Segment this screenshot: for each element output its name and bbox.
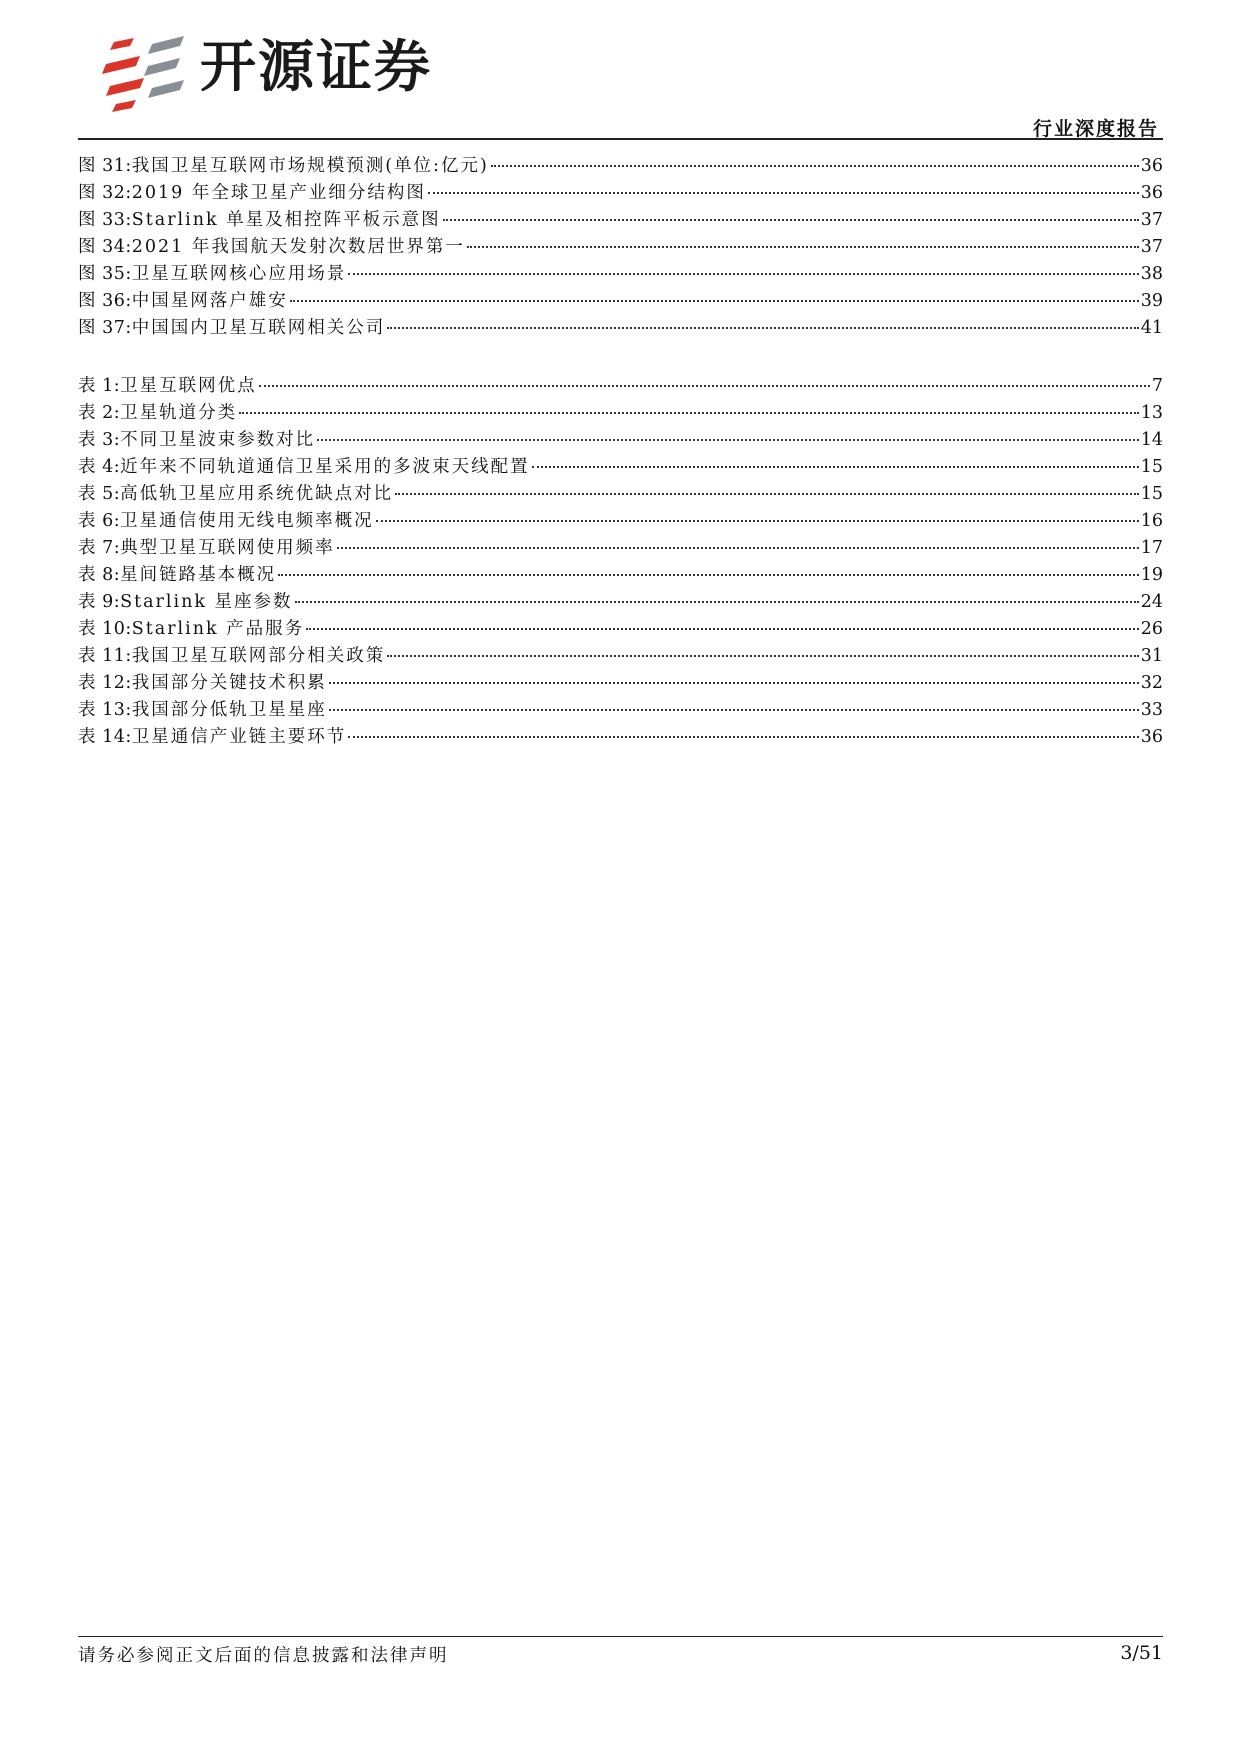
entry-title: 近年来不同轨道通信卫星采用的多波束天线配置	[120, 457, 530, 477]
entry-page: 36	[1140, 727, 1163, 747]
dot-leader	[395, 493, 1139, 495]
dot-leader	[259, 385, 1150, 387]
page-header	[0, 0, 1241, 140]
entry-title: 我国部分低轨卫星星座	[131, 700, 327, 720]
entry-page: 33	[1140, 700, 1163, 720]
entry-number: 表 9:	[78, 592, 121, 612]
entry-number: 表 1:	[78, 376, 121, 396]
page-number: 3/51	[1120, 1642, 1163, 1664]
dot-leader	[290, 300, 1139, 302]
entry-title: 卫星通信产业链主要环节	[131, 727, 347, 747]
entry-page: 14	[1140, 430, 1163, 450]
entry-number: 表 2:	[78, 403, 121, 423]
table-index	[78, 373, 1163, 751]
entry-number: 表 3:	[78, 430, 121, 450]
dot-leader	[387, 655, 1138, 657]
toc-entry[interactable]	[78, 562, 1163, 589]
entry-page: 37	[1140, 210, 1163, 230]
toc-entry[interactable]	[78, 153, 1163, 180]
entry-number: 图 32:	[78, 183, 132, 203]
entry-page: 36	[1140, 183, 1163, 203]
entry-title: Starlink 星座参数	[120, 592, 293, 612]
dot-leader	[532, 466, 1139, 468]
entry-title: Starlink 单星及相控阵平板示意图	[131, 210, 441, 230]
dot-leader	[337, 547, 1139, 549]
entry-number: 表 14:	[78, 727, 132, 747]
toc-entry[interactable]	[78, 261, 1163, 288]
entry-number: 表 12:	[78, 673, 132, 693]
entry-number: 表 7:	[78, 538, 121, 558]
entry-number: 表 10:	[78, 619, 132, 639]
entry-page: 13	[1140, 403, 1163, 423]
entry-number: 图 34:	[78, 237, 132, 257]
toc-entry[interactable]	[78, 207, 1163, 234]
entry-title: 高低轨卫星应用系统优缺点对比	[120, 484, 394, 504]
entry-page: 19	[1140, 565, 1163, 585]
entry-page: 16	[1140, 511, 1163, 531]
entry-number: 表 6:	[78, 511, 121, 531]
entry-number: 图 35:	[78, 264, 132, 284]
entry-number: 图 33:	[78, 210, 132, 230]
toc-entry[interactable]	[78, 508, 1163, 535]
dot-leader	[306, 628, 1139, 630]
dot-leader	[329, 682, 1139, 684]
toc-entry[interactable]	[78, 481, 1163, 508]
company-logo-text: 开源证券	[200, 35, 432, 100]
entry-number: 图 31:	[78, 156, 132, 176]
dot-leader	[387, 327, 1138, 329]
entry-page: 38	[1140, 264, 1163, 284]
footer-disclaimer: 请务必参阅正文后面的信息披露和法律声明	[78, 1646, 449, 1666]
entry-title: 我国卫星互联网市场规模预测(单位:亿元)	[131, 156, 489, 176]
dot-leader	[443, 219, 1139, 221]
entry-title: 2019 年全球卫星产业细分结构图	[131, 183, 426, 203]
entry-title: 星间链路基本概况	[120, 565, 277, 585]
entry-page: 41	[1140, 318, 1163, 338]
entry-page: 26	[1140, 619, 1163, 639]
dot-leader	[348, 273, 1138, 275]
entry-title: 卫星通信使用无线电频率概况	[120, 511, 374, 531]
entry-title: 卫星轨道分类	[120, 403, 238, 423]
entry-page: 24	[1140, 592, 1163, 612]
figure-index	[78, 153, 1163, 342]
toc-entry[interactable]	[78, 589, 1163, 616]
footer-divider	[78, 1636, 1163, 1637]
toc-entry[interactable]	[78, 400, 1163, 427]
dot-leader	[467, 246, 1139, 248]
entry-number: 表 11:	[78, 646, 132, 666]
toc-entry[interactable]	[78, 315, 1163, 342]
toc-entry[interactable]	[78, 454, 1163, 481]
dot-leader	[348, 736, 1138, 738]
toc-entry[interactable]	[78, 373, 1163, 400]
toc-entry[interactable]	[78, 288, 1163, 315]
entry-title: 中国国内卫星互联网相关公司	[131, 318, 386, 338]
dot-leader	[329, 709, 1139, 711]
entry-number: 表 13:	[78, 700, 132, 720]
entry-page: 32	[1140, 673, 1163, 693]
entry-number: 表 8:	[78, 565, 121, 585]
toc-entry[interactable]	[78, 535, 1163, 562]
toc-entry[interactable]	[78, 427, 1163, 454]
header-divider	[78, 138, 1163, 140]
entry-number: 表 4:	[78, 457, 121, 477]
entry-page: 36	[1140, 156, 1163, 176]
toc-entry[interactable]	[78, 697, 1163, 724]
dot-leader	[317, 439, 1139, 441]
entry-title: 卫星互联网核心应用场景	[131, 264, 347, 284]
entry-page: 15	[1140, 484, 1163, 504]
entry-title: 我国部分关键技术积累	[131, 673, 327, 693]
report-type-label: 行业深度报告	[1032, 118, 1159, 140]
kaiyuan-logo-icon	[100, 34, 192, 114]
entry-title: 中国星网落户雄安	[131, 291, 288, 311]
dot-leader	[428, 192, 1139, 194]
entry-number: 表 5:	[78, 484, 121, 504]
dot-leader	[239, 412, 1139, 414]
entry-number: 图 36:	[78, 291, 132, 311]
toc-entry[interactable]	[78, 234, 1163, 261]
entry-title: 我国卫星互联网部分相关政策	[131, 646, 386, 666]
toc-entry[interactable]	[78, 643, 1163, 670]
entry-number: 图 37:	[78, 318, 132, 338]
toc-entry[interactable]	[78, 180, 1163, 207]
entry-page: 39	[1140, 291, 1163, 311]
entry-page: 37	[1140, 237, 1163, 257]
dot-leader	[295, 601, 1139, 603]
entry-page: 15	[1140, 457, 1163, 477]
dot-leader	[491, 165, 1139, 167]
dot-leader	[278, 574, 1139, 576]
entry-page: 17	[1140, 538, 1163, 558]
toc-entry[interactable]	[78, 670, 1163, 697]
toc-entry[interactable]	[78, 616, 1163, 643]
entry-title: 卫星互联网优点	[120, 376, 257, 396]
entry-page: 7	[1151, 376, 1163, 396]
toc-entry[interactable]	[78, 724, 1163, 751]
entry-page: 31	[1140, 646, 1163, 666]
entry-title: 典型卫星互联网使用频率	[120, 538, 335, 558]
entry-title: Starlink 产品服务	[131, 619, 305, 639]
entry-title: 不同卫星波束参数对比	[120, 430, 316, 450]
dot-leader	[376, 520, 1139, 522]
entry-title: 2021 年我国航天发射次数居世界第一	[131, 237, 465, 257]
